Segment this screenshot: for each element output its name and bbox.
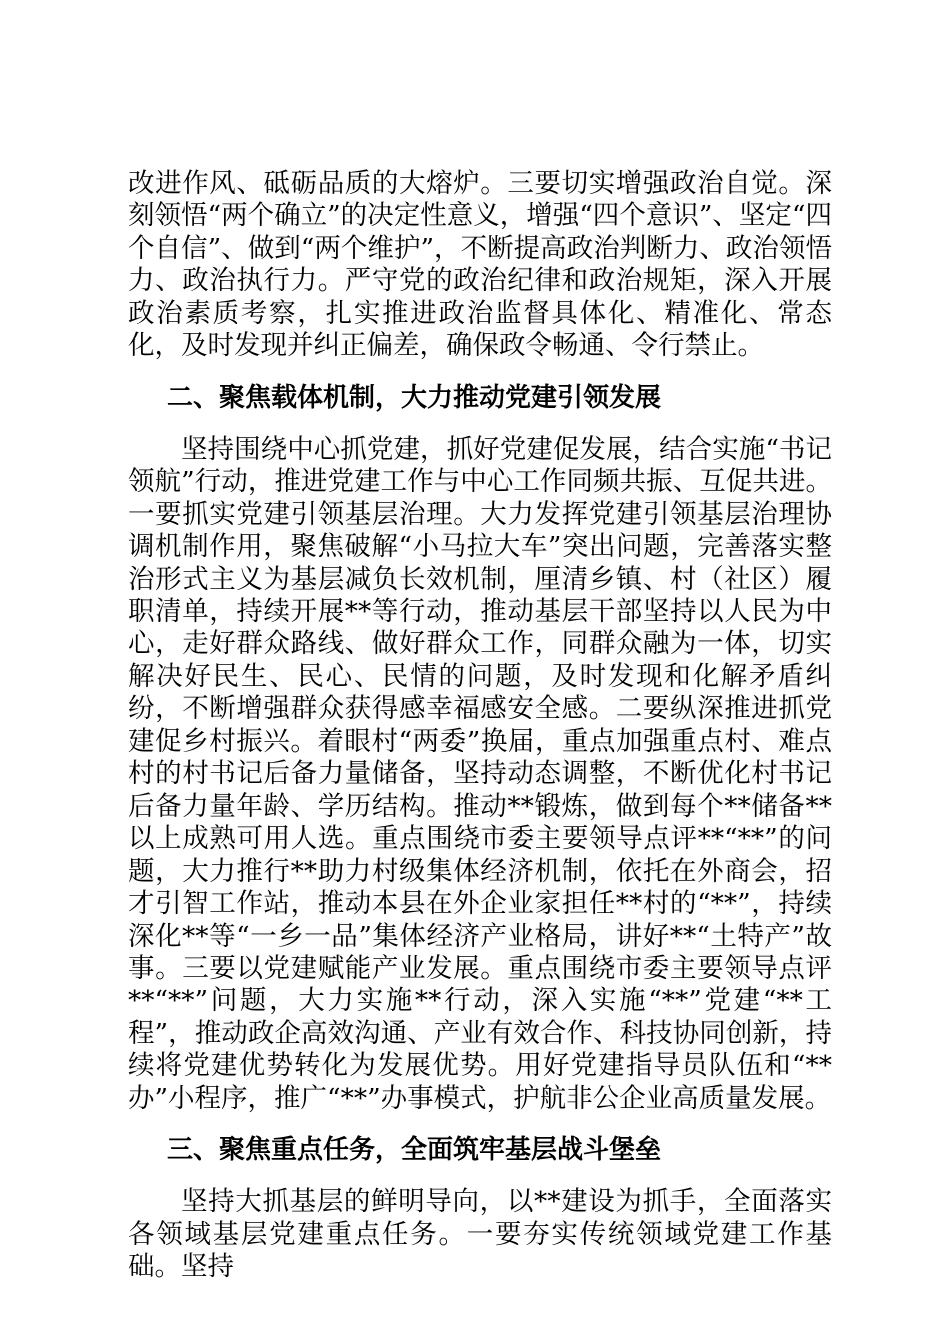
body-paragraph: 坚持围绕中心抓党建，抓好党建促发展，结合实施“书记领航”行动，推进党建工作与中心工作同频共振、互促共进。一要抓实党建引领基层治理。大力发挥党建引领基层治理协调机制作用，聚焦破解“小马拉大车”突出问题，完善落实整治形式主义为基层减负长效机制，厘清乡镇、村（社区）履职清单，持续开展**等行动，推动基层干部坚持以人民为中心，走好群众路线、做好群众工作，同群众融为一体，切实解决好民生、民心、民情的问题，及时发现和化解矛盾纠纷，不断增强群众获得感幸福感安全感。二要纵深推进抓党建促乡村振兴。着眼村“两委”换届，重点加强重点村、难点村的村书记后备力量储备，坚持动态调整，不断优化村书记后备力量年龄、学历结构。推动**锻炼，做到每个**储备**以上成熟可用人选。重点围绕市委主要领导点评**“**”的问题，大力推行**助力村级集体经济机制，依托在外商会，招才引智工作站，推动本县在外企业家担任**村的“**”，持续深化**等“一乡一品”集体经济产业格局，讲好**“土特产”故事。三要以党建赋能产业发展。重点围绕市委主要领导点评**“**”问题，大力实施**行动，深入实施“**”党建“**工程”，推动政企高效沟通、产业有效合作、科技协同创新，持续将党建优势转化为发展优势。用好党建指导员队伍和“**办”小程序，推广“**”办事模式，护航非公企业高质量发展。 bbox=[128, 433, 832, 1114]
body-paragraph: 改进作风、砥砺品质的大熔炉。三要切实增强政治自觉。深刻领悟“两个确立”的决定性意义，增强“四个意识”、坚定“四个自信”、做到“两个维护”，不断提高政治判断力、政治领悟力、政治执行力。严守党的政治纪律和政治规矩，深入开展政治素质考察，扎实推进政治监督具体化、精准化、常态化，及时发现并纠正偏差，确保政令畅通、令行禁止。 bbox=[128, 168, 832, 362]
document-body bbox=[128, 168, 832, 1284]
section-heading: 二、聚焦载体机制，大力推动党建引领发展 bbox=[167, 382, 662, 413]
body-paragraph: 坚持大抓基层的鲜明导向，以**建设为抓手，全面落实各领域基层党建重点任务。一要夯实传统领域党建工作基础。坚持 bbox=[128, 1186, 832, 1283]
section-heading: 三、聚焦重点任务，全面筑牢基层战斗堡垒 bbox=[167, 1135, 662, 1166]
